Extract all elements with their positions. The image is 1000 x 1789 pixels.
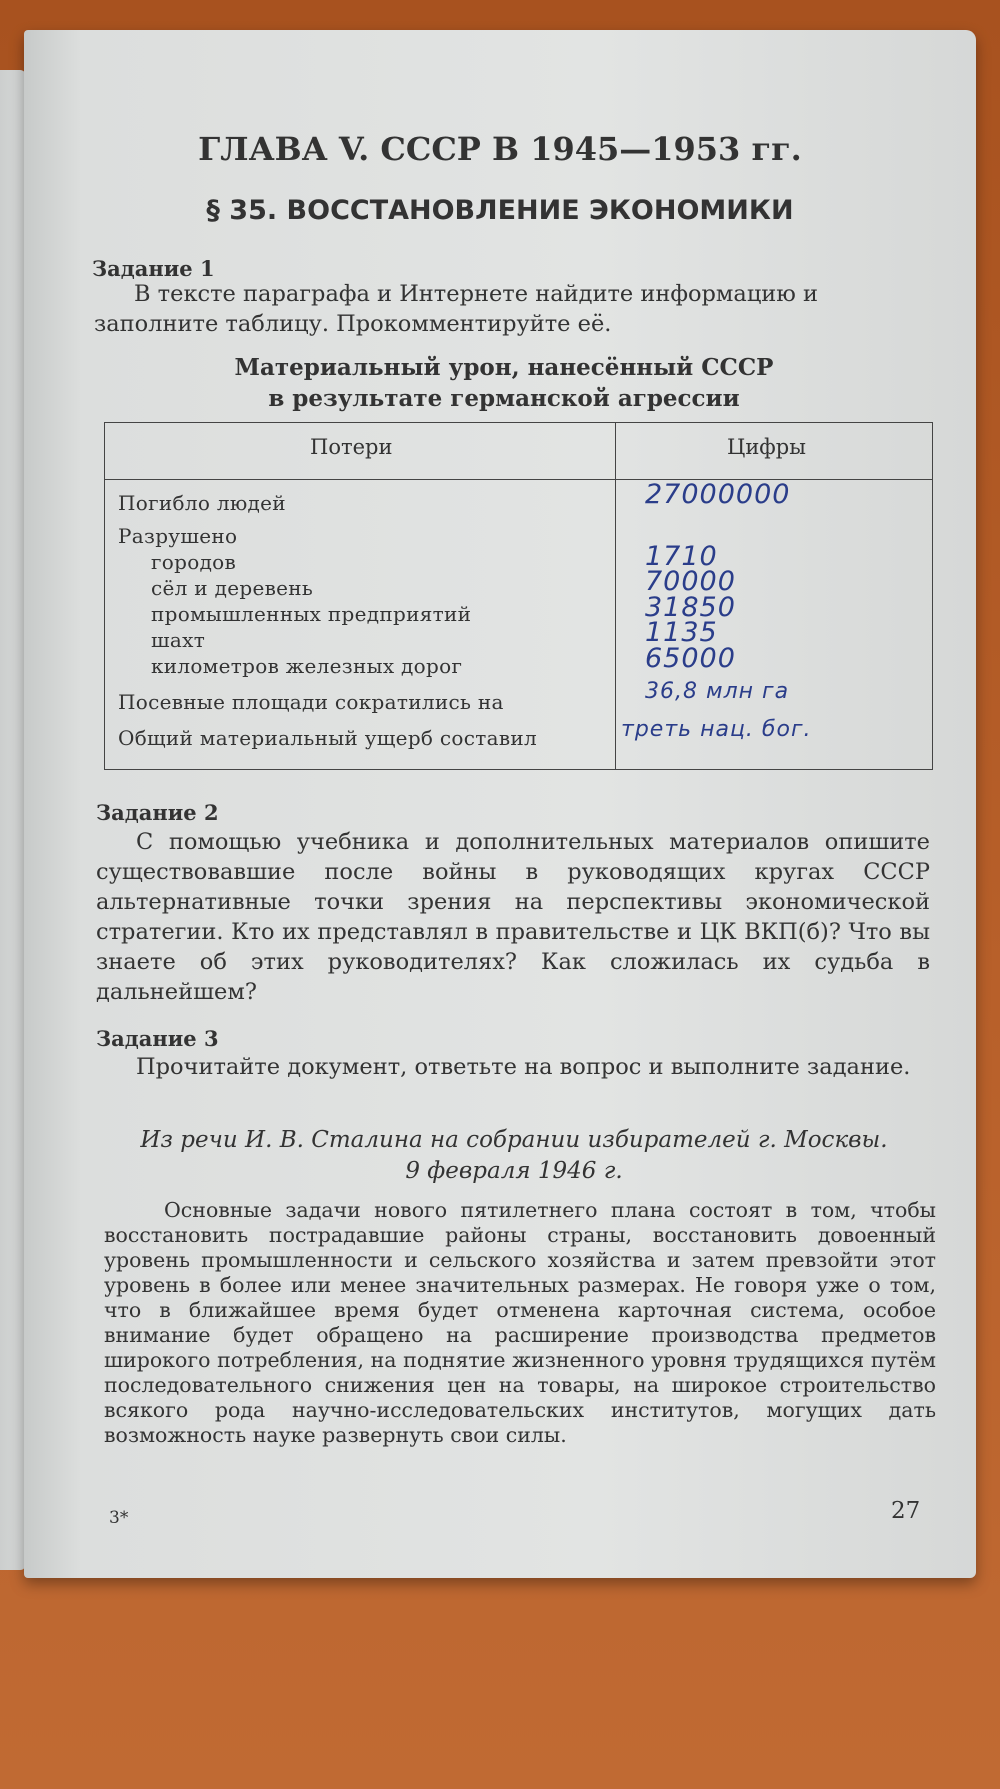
- document-date: 9 февраля 1946 г.: [405, 1158, 623, 1184]
- row-label-deaths: Погибло людей: [118, 491, 286, 515]
- table-title-line-1: Материальный урон, нанесённый СССР: [234, 354, 774, 381]
- task3-text: Прочитайте документ, ответьте на вопрос и выполните задание.: [136, 1054, 911, 1080]
- textbook-page: [24, 30, 976, 1578]
- row-label-mines: шахт: [151, 628, 206, 652]
- handwritten-total-damage: треть нац. бог.: [621, 717, 812, 742]
- row-label-sown-area: Посевные площади сократились на: [118, 690, 504, 714]
- row-label-total-damage: Общий материальный ущерб составил: [118, 726, 538, 750]
- column-header-figures: Цифры: [727, 435, 806, 459]
- table-header-divider: [105, 479, 932, 480]
- handwritten-railways: 65000: [645, 643, 736, 674]
- row-label-railways: километров железных дорог: [151, 654, 463, 678]
- losses-table: [104, 422, 933, 770]
- column-header-losses: Потери: [310, 435, 393, 459]
- left-page-edge: [0, 70, 26, 1570]
- table-column-divider: [615, 423, 616, 769]
- handwritten-sown-area: 36,8 млн га: [645, 679, 790, 704]
- task1-text: В тексте параграфа и Интернете найдите информацию и заполните таблицу. Прокомментируйте её.: [94, 281, 819, 337]
- signature-mark: 3*: [109, 1508, 129, 1528]
- chapter-title: ГЛАВА V. СССР В 1945—1953 гг.: [198, 130, 802, 168]
- handwritten-enterprises: 31850: [645, 592, 736, 623]
- document-title: [84, 1125, 944, 1187]
- row-label-destroyed: Разрушено: [118, 524, 238, 548]
- row-label-cities: городов: [151, 550, 237, 574]
- table-title-line-2: в результате германской агрессии: [268, 385, 740, 412]
- handwritten-mines: 1135: [645, 617, 718, 648]
- page-number: 27: [891, 1498, 921, 1524]
- task2-label: Задание 2: [96, 800, 219, 825]
- handwritten-cities: 1710: [645, 541, 718, 572]
- section-title: § 35. ВОССТАНОВЛЕНИЕ ЭКОНОМИКИ: [206, 195, 794, 226]
- row-label-villages: сёл и деревень: [151, 576, 314, 600]
- handwritten-villages: 70000: [645, 566, 736, 597]
- task1-label: Задание 1: [92, 256, 215, 281]
- handwritten-deaths: 27000000: [645, 479, 791, 510]
- document-body: Основные задачи нового пятилетнего плана состоят в том, чтобы восстановить пострадавшие районы страны, восстановить довоенный уровень промышленности и сельского хозяйства и затем превзойти этот уровень в более или менее значительных размерах. Не говоря уже о том, что в ближайшее время будет отменена карточная система, особое внимание будет обращено на расширение производства предметов широкого потребления, на поднятие жизненного уровня трудящихся путём последовательного снижения цен на товары, на широкое строительство всякого рода научно-исследовательских институтов, могущих дать возможность науке развернуть свои силы.: [104, 1198, 936, 1447]
- document-title-line-1: Из речи И. В. Сталина на собрании избирателей г. Москвы.: [140, 1127, 888, 1153]
- row-label-enterprises: промышленных предприятий: [151, 602, 472, 626]
- task3-label: Задание 3: [96, 1026, 219, 1051]
- table-title: [94, 352, 914, 414]
- task2-text: С помощью учебника и дополнительных материалов опишите существовавшие после войны в руководящих кругах СССР альтернативные точки зрения на перспективы экономической стратегии. Кто их представлял в правительстве и ЦК ВКП(б)? Что вы знаете об этих руководителях? Как сложилась их судьба в дальнейшем?: [96, 829, 930, 1005]
